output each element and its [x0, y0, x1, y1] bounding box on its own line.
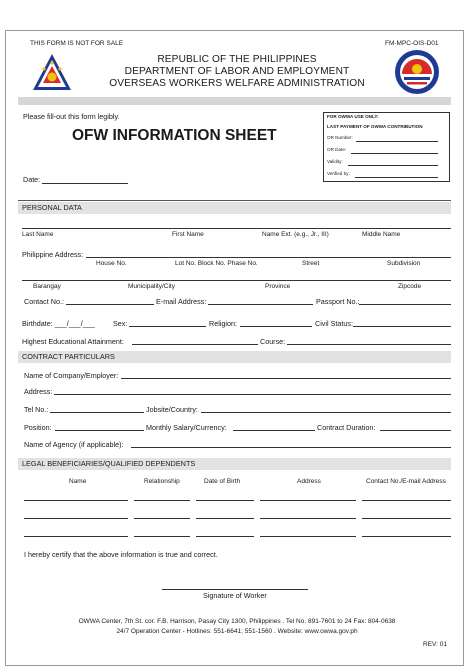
- lot-no-label: Lot No. Block No. Phase No.: [175, 260, 258, 267]
- col-contact: Contact No./E-mail Address: [366, 478, 446, 485]
- contract-address-label: Address:: [24, 387, 53, 396]
- beneficiary-contact-field[interactable]: [362, 536, 451, 537]
- signature-field[interactable]: [162, 589, 308, 590]
- municipality-label: Municipality/City: [128, 283, 175, 290]
- ph-address-field[interactable]: [86, 257, 451, 258]
- tel-no-field[interactable]: [50, 412, 144, 413]
- header-dole: DEPARTMENT OF LABOR AND EMPLOYMENT: [124, 66, 350, 77]
- owwa-box-heading: FOR OWWA USE ONLY:: [327, 114, 379, 119]
- or-number-label: OR Number:: [327, 135, 353, 140]
- street-label: Street: [302, 260, 320, 267]
- contract-particulars-header: CONTRACT PARTICULARS: [18, 351, 451, 363]
- beneficiary-contact-field[interactable]: [362, 518, 451, 519]
- position-field[interactable]: [55, 430, 144, 431]
- ph-address-field-2[interactable]: [22, 280, 451, 281]
- header-owwa: OVERSEAS WORKERS WELFARE ADMINISTRATION: [109, 78, 365, 89]
- beneficiary-name-field[interactable]: [24, 536, 128, 537]
- subdivision-label: Subdivision: [387, 260, 421, 267]
- personal-data-header: PERSONAL DATA: [18, 202, 451, 214]
- beneficiaries-header: LEGAL BENEFICIARIES/QUALIFIED DEPENDENTS: [18, 458, 451, 470]
- contact-no-label: Contact No.:: [24, 297, 64, 306]
- salary-field[interactable]: [233, 430, 315, 431]
- agency-label: Name of Agency (if applicable):: [24, 440, 124, 449]
- col-address: Address: [297, 478, 321, 485]
- section-separator: [18, 200, 451, 201]
- name-ext-label: Name Ext. (e.g., Jr., III): [262, 231, 329, 238]
- last-name-label: Last Name: [22, 231, 54, 238]
- jobsite-label: Jobsite/Country:: [146, 405, 198, 414]
- sex-field[interactable]: [129, 326, 206, 327]
- province-label: Province: [265, 283, 291, 290]
- beneficiary-address-field[interactable]: [260, 518, 356, 519]
- verified-by-label: Verified by:: [327, 171, 350, 176]
- duration-field[interactable]: [380, 430, 451, 431]
- certification-text: I hereby certify that the above information is true and correct.: [24, 550, 218, 559]
- beneficiary-relationship-field[interactable]: [134, 500, 190, 501]
- beneficiary-dob-field[interactable]: [196, 536, 254, 537]
- birthdate-label: Birthdate: ___/___/___: [22, 319, 95, 328]
- contact-no-field[interactable]: [66, 304, 154, 305]
- zipcode-label: Zipcode: [398, 283, 422, 290]
- course-field[interactable]: [287, 344, 451, 345]
- tel-no-label: Tel No.:: [24, 405, 49, 414]
- jobsite-field[interactable]: [201, 412, 451, 413]
- validity-label: Validity:: [327, 159, 343, 164]
- salary-label: Monthly Salary/Currency:: [146, 423, 227, 432]
- beneficiary-address-field[interactable]: [260, 500, 356, 501]
- col-date-of-birth: Date of Birth: [204, 478, 241, 485]
- beneficiary-contact-field[interactable]: [362, 500, 451, 501]
- beneficiary-dob-field[interactable]: [196, 500, 254, 501]
- agency-field[interactable]: [131, 447, 451, 448]
- email-field[interactable]: [208, 304, 313, 305]
- sex-label: Sex:: [113, 319, 128, 328]
- beneficiary-name-field[interactable]: [24, 518, 128, 519]
- validity-field[interactable]: [348, 165, 438, 166]
- company-label: Name of Company/Employer:: [24, 371, 119, 380]
- beneficiary-name-field[interactable]: [24, 500, 128, 501]
- religion-label: Religion:: [209, 319, 237, 328]
- passport-field[interactable]: [359, 304, 451, 305]
- form-code: FM-MPC-OIS-D01: [385, 40, 439, 47]
- civil-status-field[interactable]: [353, 326, 451, 327]
- duration-label: Contract Duration:: [317, 423, 376, 432]
- not-for-sale-note: THIS FORM IS NOT FOR SALE: [30, 40, 124, 47]
- house-no-label: House No.: [96, 260, 127, 267]
- religion-field[interactable]: [240, 326, 312, 327]
- beneficiary-relationship-field[interactable]: [134, 536, 190, 537]
- revision-label: REV: 01: [423, 641, 447, 648]
- instructions: Please fill-out this form legibly.: [23, 112, 120, 121]
- barangay-label: Barangay: [33, 283, 61, 290]
- col-relationship: Relationship: [144, 478, 180, 485]
- passport-label: Passport No.:: [316, 297, 360, 306]
- header-bar: [18, 97, 451, 105]
- course-label: Course:: [260, 337, 286, 346]
- or-date-label: OR Date:: [327, 147, 347, 152]
- education-label: Highest Educational Attainment:: [22, 337, 124, 346]
- footer-hotlines: 24/7 Operation Center - Hotlines: 551-6641; 551-1560 . Website: www.owwa.gov.ph: [116, 628, 358, 635]
- company-field[interactable]: [121, 378, 451, 379]
- middle-name-label: Middle Name: [362, 231, 401, 238]
- page-title: OFW INFORMATION SHEET: [72, 127, 277, 144]
- owwa-box-subheading: LAST PAYMENT OF OWWA CONTRIBUTION: [327, 124, 423, 129]
- date-label: Date:: [23, 175, 41, 184]
- footer-address: OWWA Center, 7th St. cor. F.B. Harrison, Pasay City 1300, Philippines . Tel No. 891-7601 to 24 Fax: 804-0638: [78, 618, 396, 625]
- date-field[interactable]: [42, 183, 128, 184]
- education-field[interactable]: [132, 344, 258, 345]
- or-date-field[interactable]: [351, 153, 438, 154]
- beneficiary-dob-field[interactable]: [196, 518, 254, 519]
- civil-status-label: Civil Status:: [315, 319, 353, 328]
- verified-by-field[interactable]: [355, 177, 438, 178]
- email-label: E-mail Address:: [156, 297, 207, 306]
- header-republic: REPUBLIC OF THE PHILIPPINES: [157, 54, 317, 65]
- first-name-label: First Name: [172, 231, 204, 238]
- signature-label: Signature of Worker: [203, 591, 267, 600]
- or-number-field[interactable]: [356, 141, 438, 142]
- beneficiary-address-field[interactable]: [260, 536, 356, 537]
- col-name: Name: [69, 478, 87, 485]
- position-label: Position:: [24, 423, 52, 432]
- ph-address-label: Philippine Address:: [22, 250, 84, 259]
- name-field[interactable]: [22, 228, 451, 229]
- beneficiary-relationship-field[interactable]: [134, 518, 190, 519]
- contract-address-field[interactable]: [54, 394, 451, 395]
